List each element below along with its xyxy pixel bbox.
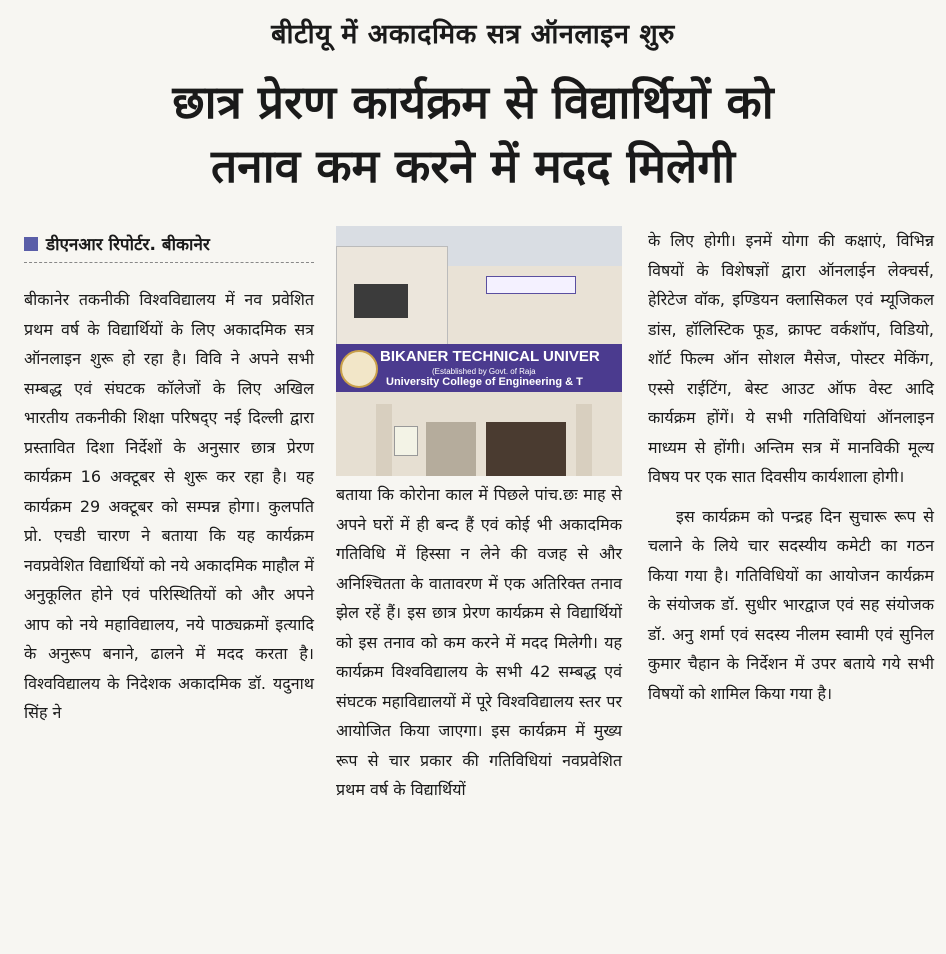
main-headline — [0, 70, 946, 198]
article-column-3 — [648, 226, 934, 708]
column-3-paragraph-1: के लिए होगी। इनमें योगा की कक्षाएं, विभिन्न विषयों के विशेषज्ञों द्वारा ऑनलाईन लेक्चर्स, हेरिटेज वॉक, इण्डियन क्लासिकल एवं म्यूजिकल डांस, हॉलिस्टिक फूड, क्राफ्ट वर्कशॉप, विडियो, शॉर्ट फिल्म ऑन सोशल मैसेज, पोस्टर मेकिंग, एस्से राईटिंग, बेस्ट आउट ऑफ वेस्ट आदि कार्यक्रम होंगें। ये सभी गतिविधियां ऑनलाइन माध्यम से होंगी। अन्तिम सत्र में मानविकी मूल्य विषय पर एक सात दिवसीय कार्यशाला होगी। — [648, 231, 934, 486]
university-building-photo — [336, 226, 622, 476]
banner-subtitle-1: (Established by Govt. of Raja — [432, 367, 536, 376]
photo-entrance-door — [486, 422, 566, 476]
banner-subtitle-2: University College of Engineering & T — [386, 376, 583, 388]
headline-line-2: तनाव कम करने में मदद मिलेगी — [210, 139, 736, 193]
banner-title: BIKANER TECHNICAL UNIVER — [380, 348, 600, 365]
column-3-paragraph-2: इस कार्यक्रम को पन्द्रह दिन सुचारू रूप से चलाने के लिये चार सदस्यीय कमेटी का गठन किया गया है। गतिविधियों का आयोजन कार्यक्रम के संयोजक डॉ. सुधीर भारद्वाज एवं सह संयोजक डॉ. अनु शर्मा एवं सदस्य नीलम स्वामी एवं सुनिल कुमार चैहान के निर्देशन में उपर बताये गये सभी विषयों को शामिल किया गया है। — [648, 506, 934, 703]
kicker-headline: बीटीयू में अकादमिक सत्र ऑनलाइन शुरु — [271, 19, 675, 50]
article-column-2 — [336, 480, 622, 805]
photo-pillar — [376, 404, 392, 476]
photo-notice-board — [394, 426, 418, 456]
photo-window — [354, 284, 408, 318]
university-logo-icon — [340, 350, 378, 388]
byline-text: डीएनआर रिपोर्टर. बीकानेर — [46, 235, 210, 255]
photo-university-banner — [336, 344, 622, 392]
headline-line-1: छात्र प्रेरण कार्यक्रम से विद्यार्थियों को — [172, 75, 774, 129]
photo-small-sign — [486, 276, 576, 294]
column-2-text: बताया कि कोरोना काल में पिछले पांच.छः माह से अपने घरों में ही बन्द हैं एवं कोई भी अकादमिक गतिविधि में हिस्सा न लेने की वजह से और अनिश्चितता के वातावरण में एक अतिरिक्त तनाव झेल रहें हैं। इस छात्र प्रेरण कार्यक्रम से विद्यार्थियों को इस तनाव को कम करने में मदद मिलेगी। यह कार्यक्रम विश्वविद्यालय के सभी 42 सम्बद्ध एवं संघटक महाविद्यालयों में पूरे विश्वविद्यालय स्तर पर आयोजित किया जाएगा। इस कार्यक्रम में मुख्य रूप से चार प्रकार की गतिविधियां नवप्रवेशित प्रथम वर्ष के विद्यार्थियों — [336, 485, 622, 799]
photo-pillar — [576, 404, 592, 476]
byline — [24, 232, 314, 263]
column-1-text: बीकानेर तकनीकी विश्वविद्यालय में नव प्रवेशित प्रथम वर्ष के विद्यार्थियों के लिए अकादमिक सत्र ऑनलाइन शुरू हो रहा है। विवि ने अपने सभी सम्बद्ध एवं संघटक कॉलेजों के लिए अखिल भारतीय तकनीकी शिक्षा परिषद्‌ए नई दिल्ली द्वारा प्रस्तावित दिशा निर्देशों के अनुसार छात्र प्रेरण कार्यक्रम 16 अक्टूबर से शुरू कर रहा है। यह कार्यक्रम 29 अक्टूबर को सम्पन्न होगा। कुलपति प्रो. एचडी चारण ने बताया कि यह कार्यक्रम नवप्रवेशित विद्यार्थियों को नये अकादमिक माहौल में अनुकूलित होने एवं परिस्थितियों को और अपने आप को नये महाविद्यालय, नये पाठ्यक्रमों इत्यादि के अनुरूप बनाने, ढालने में मदद करता है। विश्वविद्यालय के निदेशक अकादमिक डॉ. यदुनाथ सिंह ने — [24, 290, 315, 722]
photo-shade — [426, 422, 476, 476]
article-column-1 — [24, 285, 314, 728]
byline-square-icon — [24, 237, 38, 251]
